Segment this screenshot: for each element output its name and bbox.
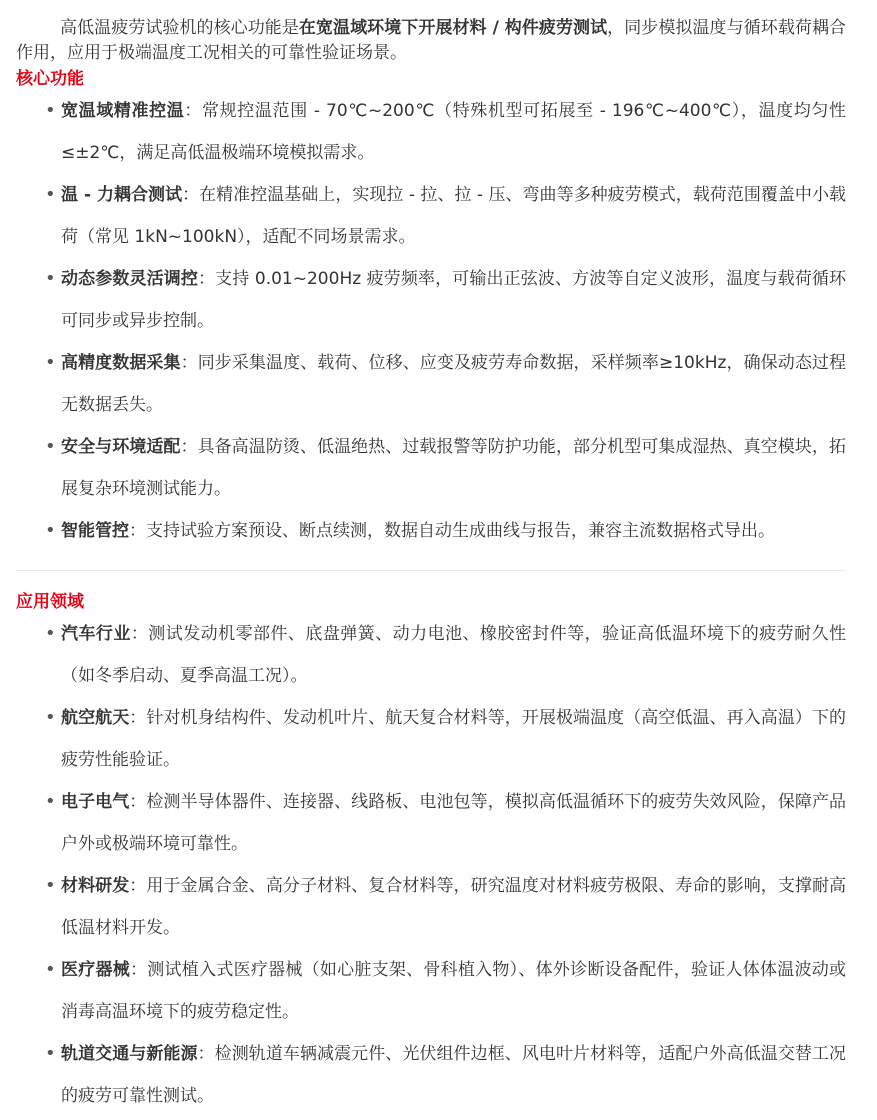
- item-term: 高精度数据采集: [61, 353, 181, 373]
- list-item: [45, 90, 846, 174]
- item-text: 检测半导体器件、连接器、线路板、电池包等，模拟高低温循环下的疲劳失效风险，保障产品户外或极端环境可靠性。: [61, 792, 847, 854]
- section-title-applications: 应用领域: [16, 592, 84, 612]
- list-item: [45, 781, 846, 865]
- bullet-icon: •: [45, 184, 56, 205]
- bullet-icon: •: [45, 100, 56, 121]
- list-item: [45, 510, 846, 552]
- item-separator: ：: [129, 708, 147, 728]
- list-item: [45, 865, 846, 949]
- item-separator: ：: [130, 960, 148, 980]
- item-separator: ：: [197, 1044, 215, 1064]
- bullet-icon: •: [45, 959, 56, 980]
- item-separator: ：: [129, 792, 147, 812]
- core-functions-list: [16, 90, 846, 552]
- list-item: [45, 1033, 846, 1117]
- bullet-icon: •: [45, 707, 56, 728]
- item-term: 汽车行业: [61, 624, 131, 644]
- item-separator: ：: [180, 353, 198, 373]
- item-text: 检测轨道车辆减震元件、光伏组件边框、风电叶片材料等，适配户外高低温交替工况的疲劳可靠性测试。: [61, 1044, 847, 1106]
- item-term: 航空航天: [61, 708, 130, 728]
- intro-text-before: 高低温疲劳试验机的核心功能是: [60, 18, 299, 38]
- item-term: 医疗器械: [61, 960, 131, 980]
- list-item: [45, 258, 846, 342]
- bullet-icon: •: [45, 352, 56, 373]
- bullet-icon: •: [45, 436, 56, 457]
- item-separator: ：: [184, 101, 203, 121]
- item-term: 安全与环境适配: [61, 437, 181, 457]
- item-text: 测试植入式医疗器械（如心脏支架、骨科植入物）、体外诊断设备配件，验证人体体温波动或消毒高温环境下的疲劳稳定性。: [61, 960, 847, 1022]
- bullet-icon: •: [45, 1043, 56, 1064]
- item-text: 常规控温范围 - 70℃~200℃（特殊机型可拓展至 - 196℃~400℃），温度均匀性≤±2℃，满足高低温极端环境模拟需求。: [61, 101, 847, 163]
- item-text: 具备高温防烫、低温绝热、过载报警等防护功能，部分机型可集成湿热、真空模块，拓展复杂环境测试能力。: [61, 437, 847, 499]
- item-term: 材料研发: [61, 876, 130, 896]
- item-text: 在精准控温基础上，实现拉 - 拉、拉 - 压、弯曲等多种疲劳模式，载荷范围覆盖中小载荷（常见 1kN~100kN），适配不同场景需求。: [61, 185, 846, 247]
- item-separator: ：: [130, 624, 149, 644]
- item-term: 电子电气: [61, 792, 130, 812]
- applications-list: [16, 613, 846, 1117]
- item-text: 支持 0.01~200Hz 疲劳频率，可输出正弦波、方波等自定义波形，温度与载荷循环可同步或异步控制。: [61, 269, 847, 331]
- item-separator: ：: [180, 437, 198, 457]
- list-item: [45, 342, 846, 426]
- item-term: 动态参数灵活调控: [61, 269, 198, 289]
- item-text: 同步采集温度、载荷、位移、应变及疲劳寿命数据，采样频率≥10kHz，确保动态过程无数据丢失。: [61, 353, 846, 415]
- list-item: [45, 174, 846, 258]
- item-term: 轨道交通与新能源: [61, 1044, 198, 1064]
- list-item: [45, 426, 846, 510]
- item-term: 温 - 力耦合测试: [61, 185, 183, 205]
- item-separator: ：: [198, 269, 216, 289]
- intro-text-bold: 在宽温域环境下开展材料 / 构件疲劳测试: [298, 18, 608, 38]
- bullet-icon: •: [45, 268, 56, 289]
- bullet-icon: •: [45, 791, 56, 812]
- item-separator: ：: [129, 521, 146, 541]
- item-text: 用于金属合金、高分子材料、复合材料等，研究温度对材料疲劳极限、寿命的影响，支撑耐高低温材料开发。: [61, 876, 847, 938]
- item-text: 支持试验方案预设、断点续测，数据自动生成曲线与报告，兼容主流数据格式导出。: [146, 521, 775, 541]
- list-item: [45, 697, 846, 781]
- item-separator: ：: [129, 876, 147, 896]
- item-separator: ：: [182, 185, 200, 205]
- intro-paragraph: [16, 16, 846, 66]
- intro-text-after: ，同步模拟温度与循环载荷耦合作用，应用于极端温度工况相关的可靠性验证场景。: [16, 18, 847, 63]
- bullet-icon: •: [45, 623, 56, 644]
- section-divider: [16, 570, 846, 571]
- item-text: 针对机身结构件、发动机叶片、航天复合材料等，开展极端温度（高空低温、再入高温）下的疲劳性能验证。: [61, 708, 847, 770]
- item-term: 智能管控: [61, 521, 129, 541]
- list-item: [45, 613, 846, 697]
- item-term: 宽温域精准控温: [61, 101, 185, 121]
- item-text: 测试发动机零部件、底盘弹簧、动力电池、橡胶密封件等，验证高低温环境下的疲劳耐久性（如冬季启动、夏季高温工况）。: [61, 624, 847, 686]
- bullet-icon: •: [45, 875, 56, 896]
- section-title-core-functions: 核心功能: [16, 69, 84, 89]
- bullet-icon: •: [45, 520, 56, 541]
- list-item: [45, 949, 846, 1033]
